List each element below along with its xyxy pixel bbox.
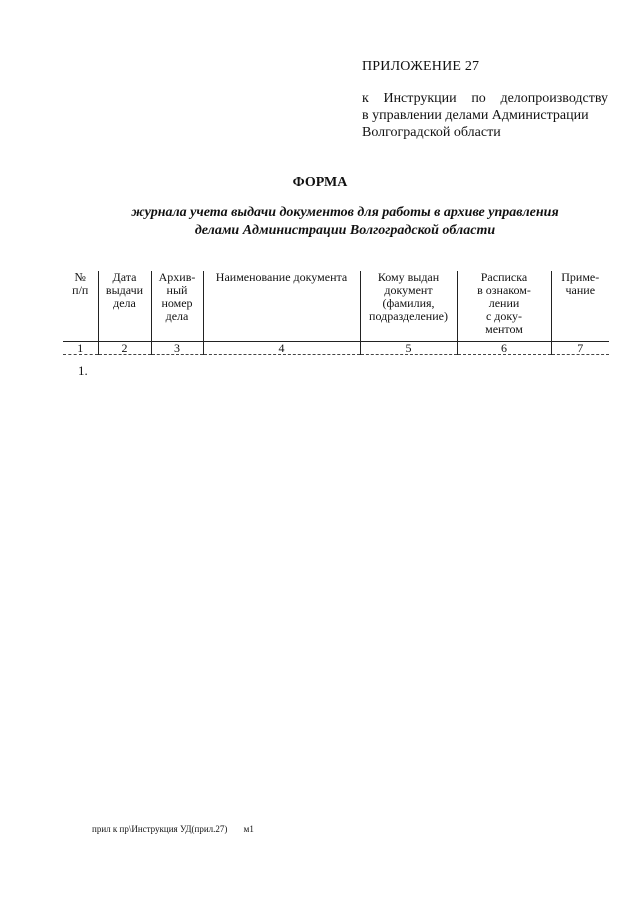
header-text: дела <box>165 309 189 323</box>
header-text: документ <box>384 283 433 297</box>
column-number: 4 <box>203 342 360 355</box>
form-subtitle <box>95 204 595 240</box>
header-text: Дата <box>112 270 137 284</box>
header-text: Расписка <box>480 270 528 284</box>
column-number: 1 <box>63 342 98 355</box>
column-number: 5 <box>360 342 457 355</box>
column-number-row <box>63 342 609 355</box>
first-row-label: 1. <box>78 363 88 378</box>
form-title: ФОРМА <box>292 175 348 190</box>
header-cell-number <box>63 271 98 342</box>
footer <box>92 824 254 834</box>
header-text: в ознаком- <box>477 283 531 297</box>
header-text: Приме- <box>561 270 600 284</box>
appendix-reference <box>362 90 608 141</box>
column-number: 3 <box>151 342 203 355</box>
header-text: № <box>74 270 86 284</box>
header-text: чание <box>565 283 596 297</box>
column-number: 6 <box>457 342 551 355</box>
header-cell-archive-number <box>151 271 203 342</box>
form-subtitle-line-2: делами Администрации Волгоградской области <box>194 223 496 238</box>
header-text: Архив- <box>158 270 196 284</box>
appendix-ref-line-1: к Инструкции по делопроизводству <box>362 91 608 106</box>
header-text: (фамилия, <box>382 296 435 310</box>
header-text: номер <box>161 296 193 310</box>
header-cell-issued-to <box>360 271 457 342</box>
header-text: Кому выдан <box>377 270 440 284</box>
header-text: лении <box>488 296 520 310</box>
column-number: 7 <box>551 342 609 355</box>
header-cell-issue-date <box>98 271 151 342</box>
header-text: выдачи <box>105 283 144 297</box>
header-cell-receipt <box>457 271 551 342</box>
header-text: ментом <box>485 322 523 336</box>
header-text: с доку- <box>485 309 523 323</box>
header-text: ный <box>166 283 188 297</box>
header-text: дела <box>113 296 136 310</box>
table-header-row <box>63 271 609 342</box>
header-text: Наименование документа <box>215 270 348 284</box>
appendix-ref-line-3: Волгоградской области <box>362 125 501 140</box>
footer-mark: м1 <box>243 824 254 834</box>
appendix-title: ПРИЛОЖЕНИЕ 27 <box>362 59 480 74</box>
header-cell-document-name <box>203 271 360 342</box>
footer-path: прил к пр\Инструкция УД(прил.27) <box>92 824 228 834</box>
column-number: 2 <box>98 342 151 355</box>
appendix-ref-line-2: в управлении делами Администрации <box>362 108 589 123</box>
header-text: п/п <box>72 283 89 297</box>
form-subtitle-line-1: журнала учета выдачи документов для работы в архиве управления <box>131 205 559 220</box>
journal-table <box>63 271 609 355</box>
header-cell-note <box>551 271 609 342</box>
header-text: подразделение) <box>369 309 448 323</box>
